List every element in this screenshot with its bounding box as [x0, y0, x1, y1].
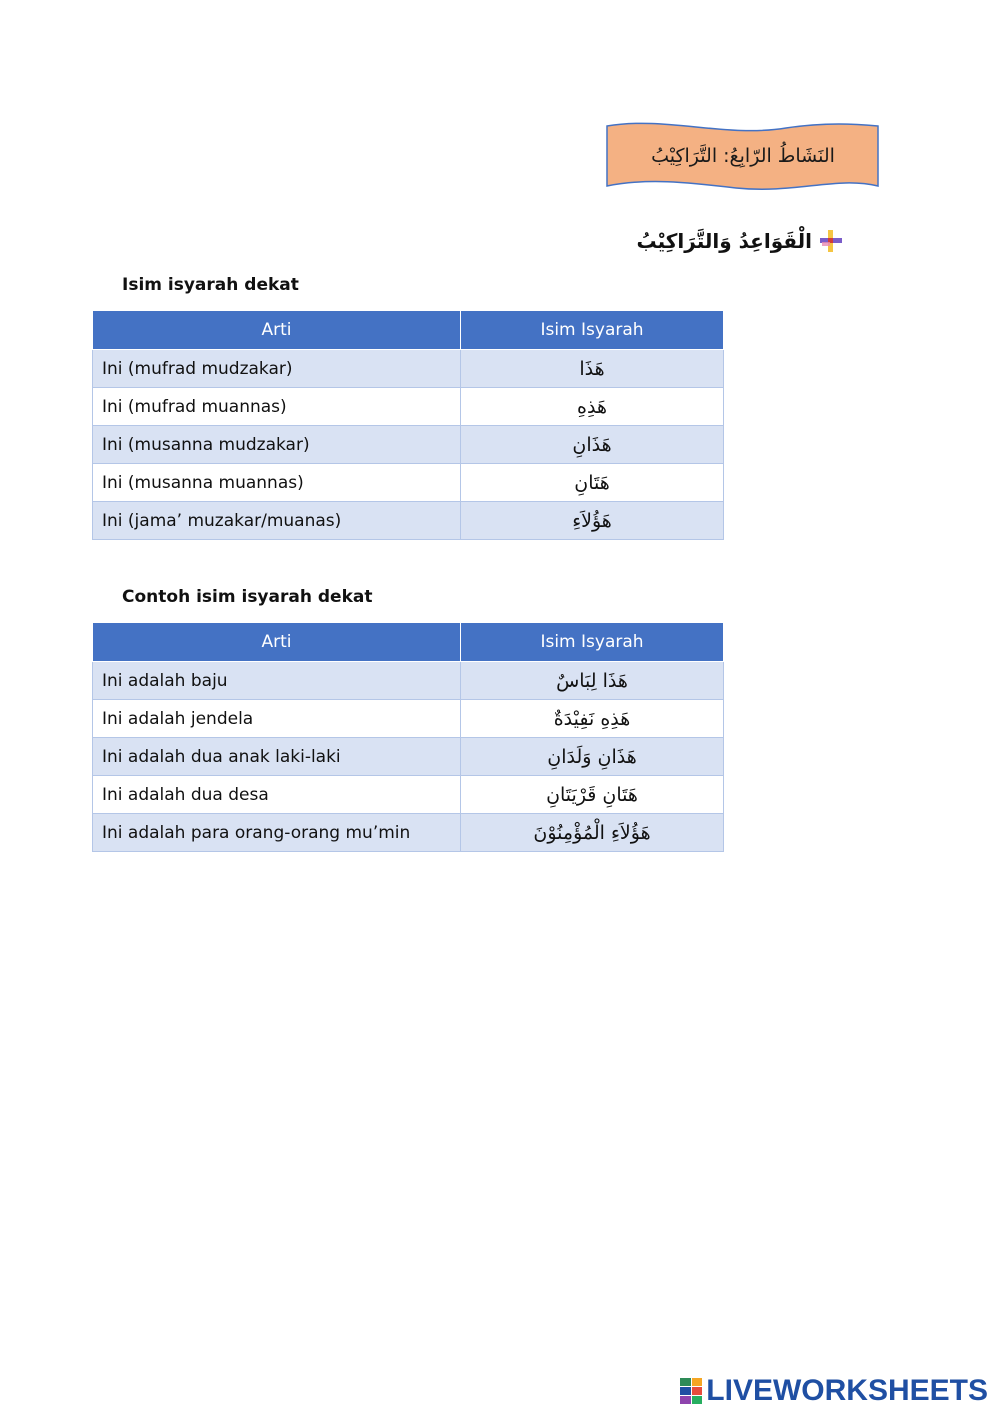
table-row [93, 700, 724, 738]
cell-arti: Ini adalah jendela [93, 700, 461, 738]
table-row [93, 738, 724, 776]
table-row [93, 776, 724, 814]
column-header-isim-isyarah: Isim Isyarah [461, 311, 724, 350]
cell-isyarah: هَؤُلاَءِ الْمُؤْمِنُوْنَ [461, 814, 724, 852]
table2-subtitle: Contoh isim isyarah dekat [122, 587, 373, 607]
section-heading-text: الْقَوَاعِدُ وَالتَّرَاكِيْبُ [636, 229, 812, 253]
cell-arti: Ini (musanna muannas) [93, 464, 461, 502]
column-header-arti: Arti [93, 623, 461, 662]
cell-arti: Ini adalah para orang-orang mu’min [93, 814, 461, 852]
liveworksheets-logo[interactable] [680, 1374, 988, 1408]
contoh-isim-isyarah-table [92, 622, 724, 852]
column-header-arti: Arti [93, 311, 461, 350]
cell-isyarah: هَذَا لِبَاسٌ [461, 662, 724, 700]
cell-arti: Ini adalah dua desa [93, 776, 461, 814]
cell-arti: Ini (mufrad mudzakar) [93, 350, 461, 388]
table-row [93, 388, 724, 426]
isim-isyarah-table [92, 310, 724, 540]
cell-isyarah: هَتَانِ قَرْيَتَانِ [461, 776, 724, 814]
cell-isyarah: هَذَا [461, 350, 724, 388]
plus-bullet-icon [818, 228, 844, 254]
table-row [93, 662, 724, 700]
banner-title: النَشَاطُ الرّابِعُ: التَّرَاكِيْبُ [651, 145, 835, 167]
cell-isyarah: هَذِهِ [461, 388, 724, 426]
table-header-row [93, 623, 724, 662]
section-heading [636, 228, 844, 254]
cell-isyarah: هَذَانِ [461, 426, 724, 464]
liveworksheets-mark-icon [680, 1378, 702, 1404]
table-row [93, 502, 724, 540]
logo-text: LIVEWORKSHEETS [706, 1374, 988, 1407]
activity-banner [606, 120, 880, 192]
cell-arti: Ini adalah baju [93, 662, 461, 700]
table1-subtitle: Isim isyarah dekat [122, 275, 299, 295]
table-row [93, 426, 724, 464]
table-row [93, 464, 724, 502]
table-header-row [93, 311, 724, 350]
cell-arti: Ini (mufrad muannas) [93, 388, 461, 426]
cell-isyarah: هَؤُلاَءِ [461, 502, 724, 540]
table-row [93, 814, 724, 852]
cell-arti: Ini adalah dua anak laki-laki [93, 738, 461, 776]
column-header-isim-isyarah: Isim Isyarah [461, 623, 724, 662]
cell-arti: Ini (jama’ muzakar/muanas) [93, 502, 461, 540]
cell-arti: Ini (musanna mudzakar) [93, 426, 461, 464]
cell-isyarah: هَذَانِ وَلَدَانِ [461, 738, 724, 776]
table-row [93, 350, 724, 388]
cell-isyarah: هَتَانِ [461, 464, 724, 502]
cell-isyarah: هَذِهِ نَفِيْدَةٌ [461, 700, 724, 738]
